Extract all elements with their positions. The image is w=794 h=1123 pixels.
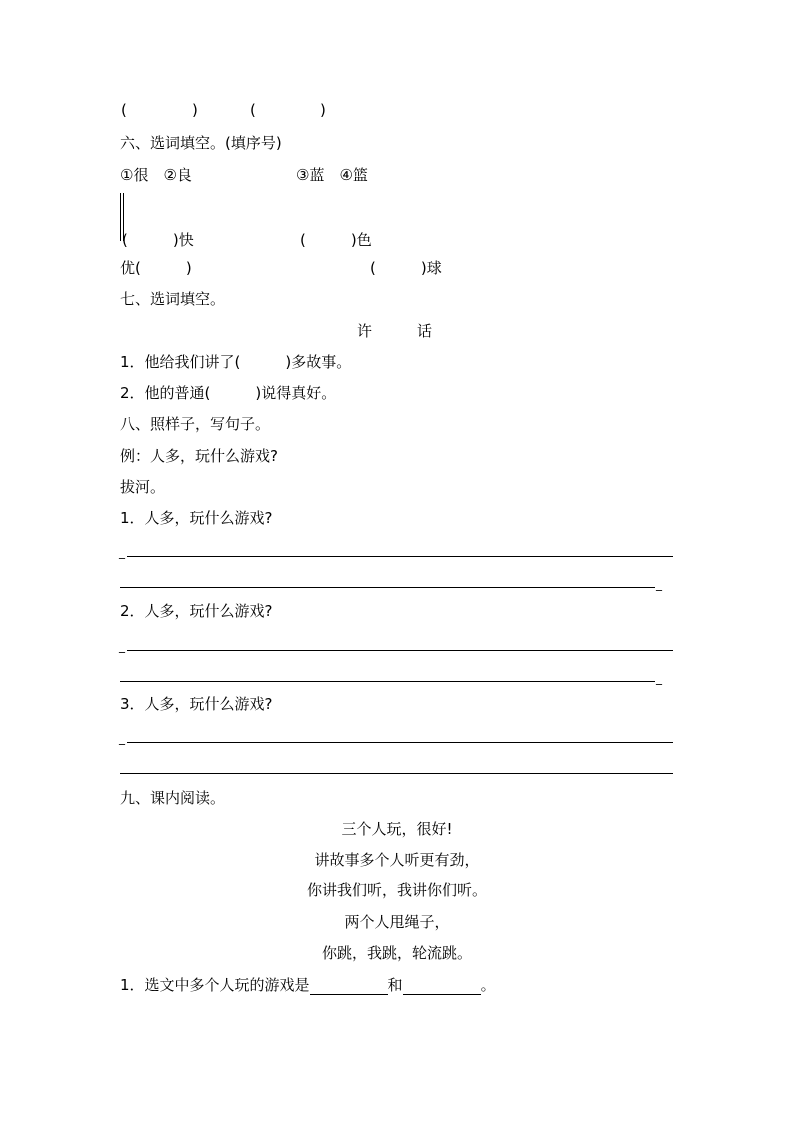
s6-row1-left: ( )快 (122, 231, 194, 249)
top-paren-open-2: ( (250, 101, 256, 119)
s8-q2-answer-line-1[interactable] (127, 650, 673, 651)
s6-row2-left: 优( ) (120, 259, 192, 277)
s8-q1-line1-mark: _ (119, 545, 125, 559)
s9-q1-end: 。 (480, 976, 496, 994)
poem-line-4: 两个人甩绳子， (344, 913, 450, 931)
s7-word-choices: 许 话 (357, 322, 433, 340)
s8-q3-line1-mark: _ (119, 731, 125, 745)
s8-q3-answer-line-1[interactable] (127, 742, 673, 743)
s8-question-3: 3．人多，玩什么游戏? (120, 695, 273, 713)
s8-q2-answer-line-2[interactable] (120, 681, 655, 682)
s7-question-1: 1．他给我们讲了( )多故事。 (120, 353, 352, 371)
s9-q1-middle: 和 (387, 976, 403, 994)
section-9-heading: 九、课内阅读。 (120, 789, 226, 807)
top-paren-close-1: ) (192, 101, 198, 119)
top-paren-close-2: ) (320, 101, 326, 119)
s9-q1-blank-1[interactable] (310, 979, 388, 995)
section-7-heading: 七、选词填空。 (120, 290, 226, 308)
s8-q1-answer-line-2[interactable] (120, 587, 655, 588)
section-8-heading: 八、照样子，写句子。 (120, 415, 271, 433)
section-6-heading: 六、选词填空。(填序号) (120, 134, 282, 152)
s6-options-left: ①很 ②良 (120, 166, 192, 184)
s6-row1-right: ( )色 (300, 231, 372, 249)
s6-row2-right: ( )球 (370, 259, 442, 277)
s8-example-answer: 拔河。 (120, 478, 166, 496)
poem-line-3: 你讲我们听，我讲你们听。 (306, 881, 487, 899)
s8-example: 例：人多，玩什么游戏? (120, 447, 278, 465)
s9-q1-prefix: 1．选文中多个人玩的游戏是 (120, 976, 310, 994)
s8-q1-line2-mark: _ (656, 577, 662, 591)
s8-q3-answer-line-2[interactable] (120, 773, 673, 774)
s9-question-1 (120, 975, 496, 995)
s8-question-2: 2．人多，玩什么游戏? (120, 602, 273, 620)
poem-line-1: 三个人玩，很好! (341, 820, 453, 838)
top-paren-open-1: ( (121, 101, 127, 119)
s6-options-right: ③蓝 ④篮 (296, 166, 368, 184)
s8-question-1: 1．人多，玩什么游戏? (120, 509, 273, 527)
s8-q2-line1-mark: _ (119, 639, 125, 653)
poem-line-5: 你跳，我跳，轮流跳。 (321, 944, 472, 962)
s6-margin-bar (120, 193, 121, 241)
s9-q1-blank-2[interactable] (403, 979, 481, 995)
poem-line-2: 讲故事多个人听更有劲， (314, 851, 480, 869)
s8-q1-answer-line-1[interactable] (127, 556, 673, 557)
s8-q2-line2-mark: _ (656, 671, 662, 685)
s7-question-2: 2．他的普通( )说得真好。 (120, 384, 337, 402)
